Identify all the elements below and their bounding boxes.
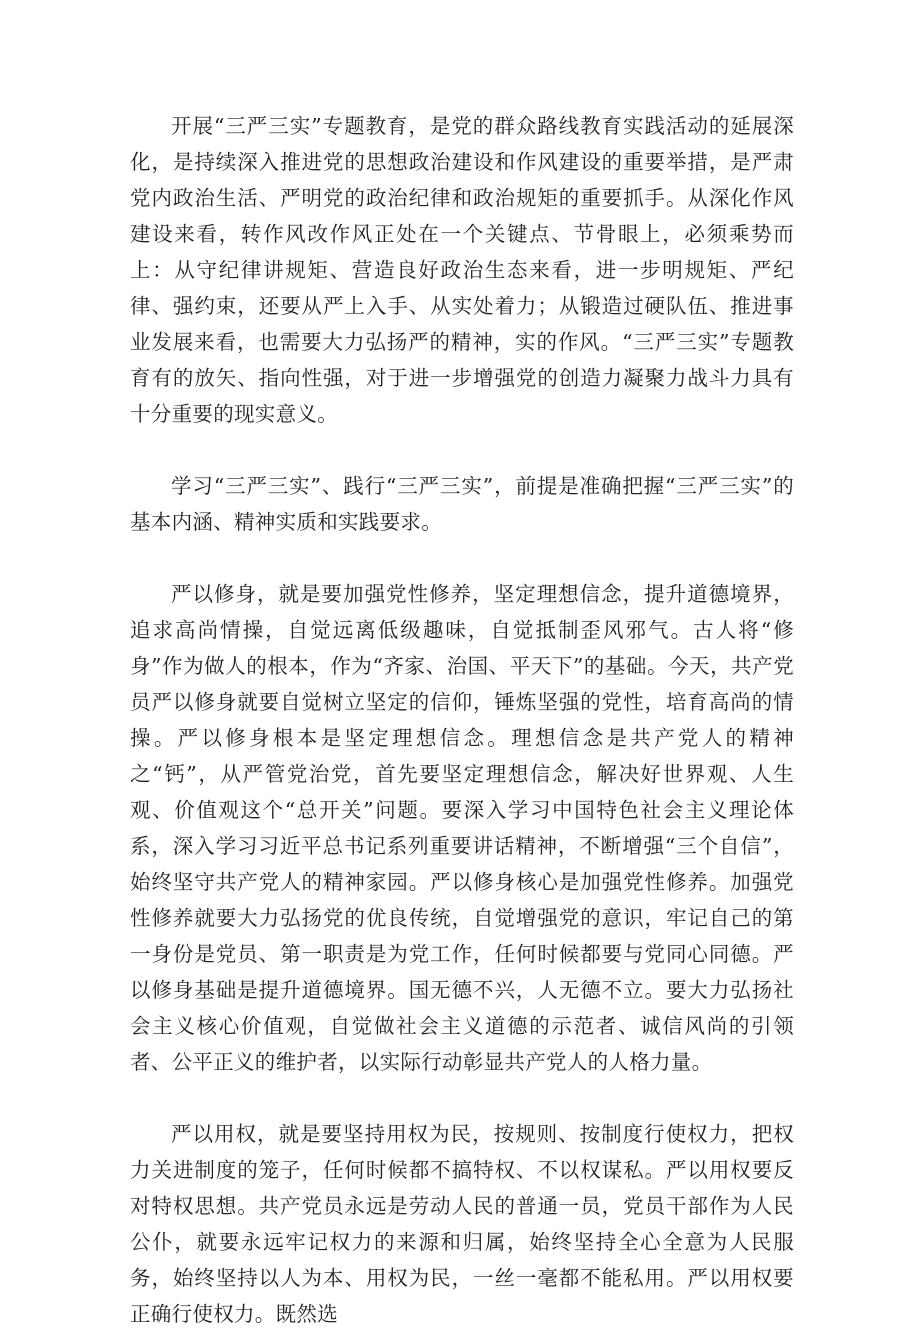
document-body xyxy=(130,108,794,1332)
paragraph-3: 严以修身，就是要加强党性修养，坚定理想信念，提升道德境界，追求高尚情操，自觉远离低级趣味，自觉抵制歪风邪气。古人将“修身”作为做人的根本，作为“齐家、治国、平天下”的基础。今天，共产党员严以修身就要自觉树立坚定的信仰，锤炼坚强的党性，培育高尚的情操。严以修身根本是坚定理想信念。理想信念是共产党人的精神之“钙”，从严管党治党，首先要坚定理想信念，解决好世界观、人生观、价值观这个“总开关”问题。要深入学习中国特色社会主义理论体系，深入学习习近平总书记系列重要讲话精神，不断增强“三个自信”，始终坚守共产党人的精神家园。严以修身核心是加强党性修养。加强党性修养就要大力弘扬党的优良传统，自觉增强党的意识，牢记自己的第一身份是党员、第一职责是为党工作，任何时候都要与党同心同德。严以修身基础是提升道德境界。国无德不兴，人无德不立。要大力弘扬社会主义核心价值观，自觉做社会主义道德的示范者、诚信风尚的引领者、公平正义的维护者，以实际行动彰显共产党人的人格力量。 xyxy=(130,582,794,1074)
paragraph-2: 学习“三严三实”、践行“三严三实”，前提是准确把握“三严三实”的基本内涵、精神实质和实践要求。 xyxy=(130,474,794,534)
paragraph-4: 严以用权，就是要坚持用权为民，按规则、按制度行使权力，把权力关进制度的笼子，任何时候都不搞特权、不以权谋私。严以用权要反对特权思想。共产党员永远是劳动人民的普通一员，党员干部作为人民公仆，就要永远牢记权力的来源和归属，始终坚持全心全意为人民服务，始终坚持以人为本、用权为民，一丝一毫都不能私用。严以用权要正确行使权力。既然选 xyxy=(130,1122,794,1326)
paragraph-1: 开展“三严三实”专题教育，是党的群众路线教育实践活动的延展深化，是持续深入推进党的思想政治建设和作风建设的重要举措，是严肃党内政治生活、严明党的政治纪律和政治规矩的重要抓手。从深化作风建设来看，转作风改作风正处在一个关键点、节骨眼上，必须乘势而上：从守纪律讲规矩、营造良好政治生态来看，进一步明规矩、严纪律、强约束，还要从严上入手、从实处着力；从锻造过硬队伍、推进事业发展来看，也需要大力弘扬严的精神，实的作风。“三严三实”专题教育有的放矢、指向性强，对于进一步增强党的创造力凝聚力战斗力具有十分重要的现实意义。 xyxy=(130,114,794,426)
